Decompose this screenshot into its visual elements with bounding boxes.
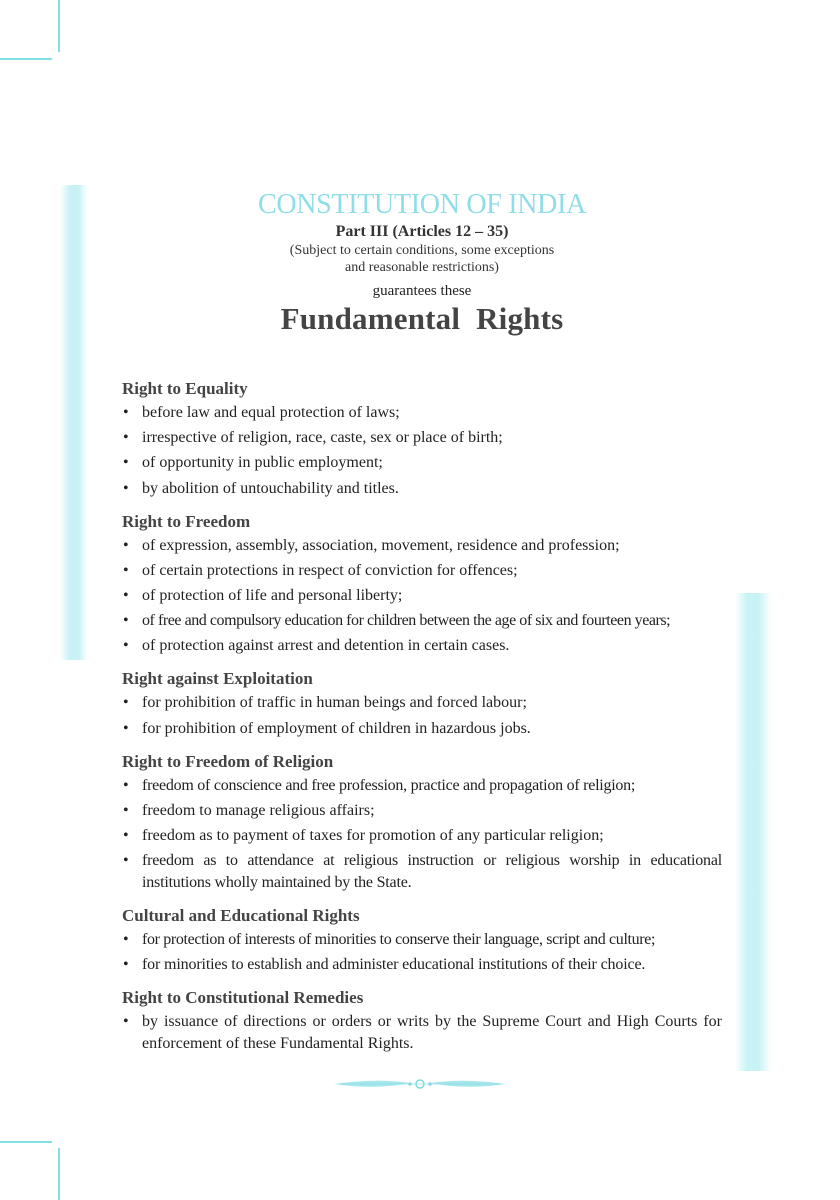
list-item: • freedom to manage religious affairs; [122,800,722,822]
list-item: • freedom of conscience and free profession, practice and propagation of religion; [122,775,722,797]
list-item: • for prohibition of traffic in human beings and forced labour; [122,692,722,714]
list-item: • for protection of interests of minorities to conserve their language, script and culture; [122,929,722,951]
section-heading: Right to Freedom of Religion [122,751,334,771]
list-item: • of protection of life and personal liberty; [122,585,722,607]
document-title: CONSTITUTION OF INDIA [257,189,587,220]
list-item: • of opportunity in public employment; [122,452,722,474]
main-title: Fundamental Rights [280,301,564,336]
rights-list [122,378,722,1066]
section-heading: Right to Constitutional Remedies [122,988,364,1008]
bullet-list [122,775,722,895]
guarantees-text: guarantees these [372,283,472,299]
section-right-against-exploitation [122,668,722,739]
list-item: • for minorities to establish and administer educational institutions of their choice. [122,954,722,976]
list-item: • of expression, assembly, association, movement, residence and profession; [122,535,722,557]
crop-mark-bottom-vertical [58,1148,60,1200]
bullet-list [122,402,722,500]
bullet-list [122,1011,722,1055]
section-right-to-freedom-of-religion [122,751,722,895]
section-heading: Right to Freedom [122,511,251,531]
list-item: • freedom as to payment of taxes for promotion of any particular religion; [122,825,722,847]
list-item: • by abolition of untouchability and titles. [122,478,722,500]
section-heading: Right against Exploitation [122,669,313,689]
section-right-to-equality [122,378,722,500]
crop-mark-top-horizontal [0,58,52,60]
page-header [122,188,722,337]
crop-mark-bottom-horizontal [0,1141,52,1143]
section-heading: Cultural and Educational Rights [122,906,360,926]
bullet-list [122,692,722,739]
decorative-flourish-icon [330,1076,510,1092]
conditions-note-line-1: (Subject to certain conditions, some exceptions [289,243,555,258]
section-right-to-freedom [122,511,722,658]
list-item: • freedom as to attendance at religious instruction or religious worship in educational institutions wholly maintained by the State. [122,850,722,894]
section-heading: Right to Equality [122,379,248,398]
list-item: • of protection against arrest and detention in certain cases. [122,635,722,657]
list-item: • before law and equal protection of laws; [122,402,722,424]
bullet-list [122,535,722,658]
crop-mark-top-vertical [58,0,60,52]
decorative-band-left [60,185,88,660]
part-subtitle: Part III (Articles 12 – 35) [335,223,509,240]
section-cultural-and-educational-rights [122,905,722,976]
section-right-to-constitutional-remedies [122,987,722,1055]
decorative-band-right [735,593,771,1071]
list-item: • for prohibition of employment of children in hazardous jobs. [122,718,722,740]
list-item: • by issuance of directions or orders or writs by the Supreme Court and High Courts for enforcement of these Fundamental Rights. [122,1011,722,1055]
list-item: • irrespective of religion, race, caste, sex or place of birth; [122,427,722,449]
conditions-note-line-2: and reasonable restrictions) [345,260,499,275]
list-item: • of free and compulsory education for children between the age of six and fourteen years; [122,610,722,632]
list-item: • of certain protections in respect of conviction for offences; [122,560,722,582]
bullet-list [122,929,722,976]
